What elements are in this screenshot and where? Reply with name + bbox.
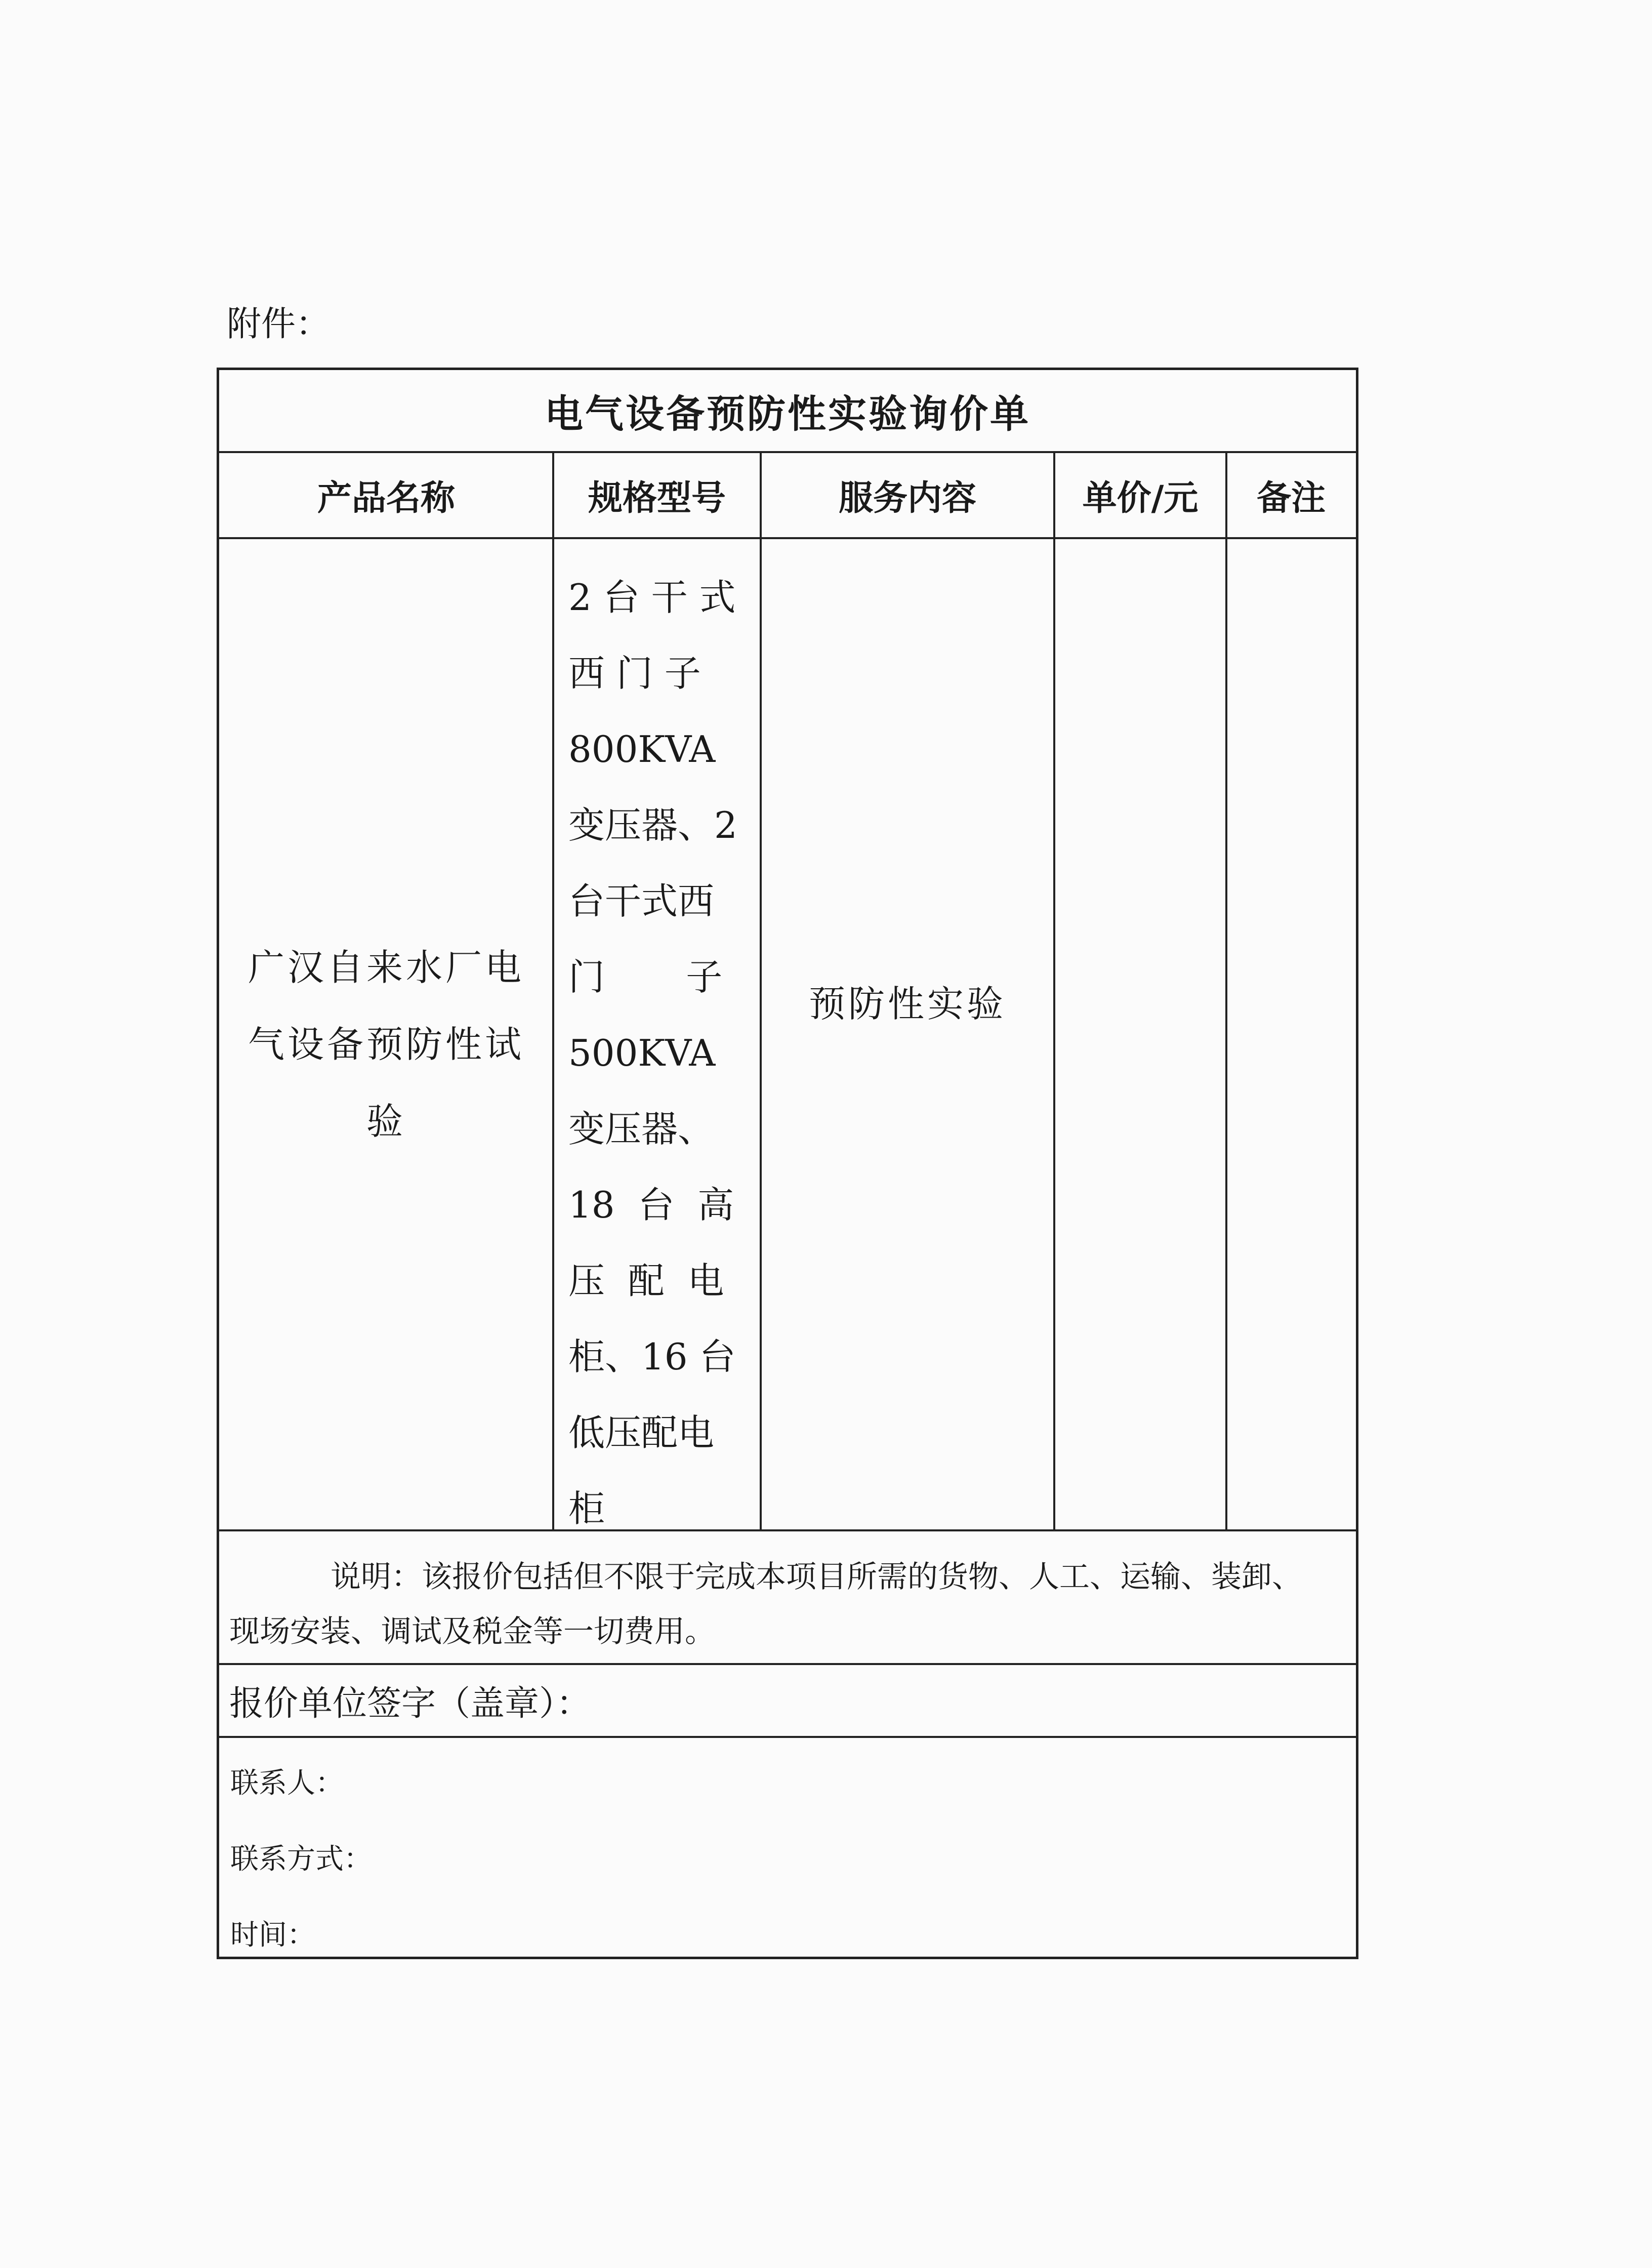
spec-cell xyxy=(553,539,761,1529)
spec-line: 低压配电 xyxy=(568,1411,715,1454)
contact-person-label: 联系人： xyxy=(230,1767,344,1800)
spec-text xyxy=(568,559,751,1547)
inquiry-form-table xyxy=(217,368,1358,1959)
time-label: 时间： xyxy=(230,1919,315,1952)
signature-row xyxy=(219,1665,1356,1738)
header-unit-price: 单价/元 xyxy=(1082,478,1199,518)
contact-area xyxy=(219,1738,1356,1961)
service-cell xyxy=(761,539,1054,1529)
product-name: 广汉自来水厂电气设备预防性试验 xyxy=(247,946,524,1143)
spec-line: 2 台 干 式 xyxy=(568,576,736,619)
header-remark: 备注 xyxy=(1256,478,1326,518)
header-spec-model: 规格型号 xyxy=(588,478,726,518)
note-text-line1: 说明：该报价包括但不限于完成本项目所需的货物、人工、运输、装卸、 xyxy=(331,1559,1302,1595)
table-row xyxy=(219,539,1356,1531)
remark-cell[interactable] xyxy=(1226,539,1356,1529)
spec-line: 500KVA xyxy=(568,1032,716,1074)
spec-line: 西 门 子 xyxy=(568,652,701,695)
spec-line: 18 台 高 xyxy=(568,1184,734,1226)
header-row xyxy=(219,453,1356,539)
form-title: 电气设备预防性实验询价单 xyxy=(545,391,1030,436)
unit-price-cell[interactable] xyxy=(1054,539,1226,1529)
spec-line: 柜、16 台 xyxy=(568,1335,736,1378)
spec-line: 压 配 电 xyxy=(568,1260,724,1302)
signature-label: 报价单位签字（盖章）： xyxy=(229,1683,591,1724)
spec-line: 柜 xyxy=(568,1487,605,1530)
contact-method-label: 联系方式： xyxy=(230,1843,372,1876)
header-product-name: 产品名称 xyxy=(317,478,455,518)
title-row xyxy=(219,370,1356,453)
note-row xyxy=(219,1531,1356,1665)
spec-line: 变压器、 xyxy=(568,1108,715,1150)
attachment-label: 附件： xyxy=(227,304,331,344)
header-service-content: 服务内容 xyxy=(838,478,976,518)
spec-line: 门 子 xyxy=(568,956,723,998)
spec-line: 变压器、2 xyxy=(568,804,737,846)
spec-line: 台干式西 xyxy=(568,880,715,922)
product-name-cell xyxy=(219,539,553,1529)
spec-line: 800KVA xyxy=(568,728,716,771)
note-text-line2: 现场安装、调试及税金等一切费用。 xyxy=(229,1614,715,1649)
service-content: 预防性实验 xyxy=(808,983,1006,1025)
